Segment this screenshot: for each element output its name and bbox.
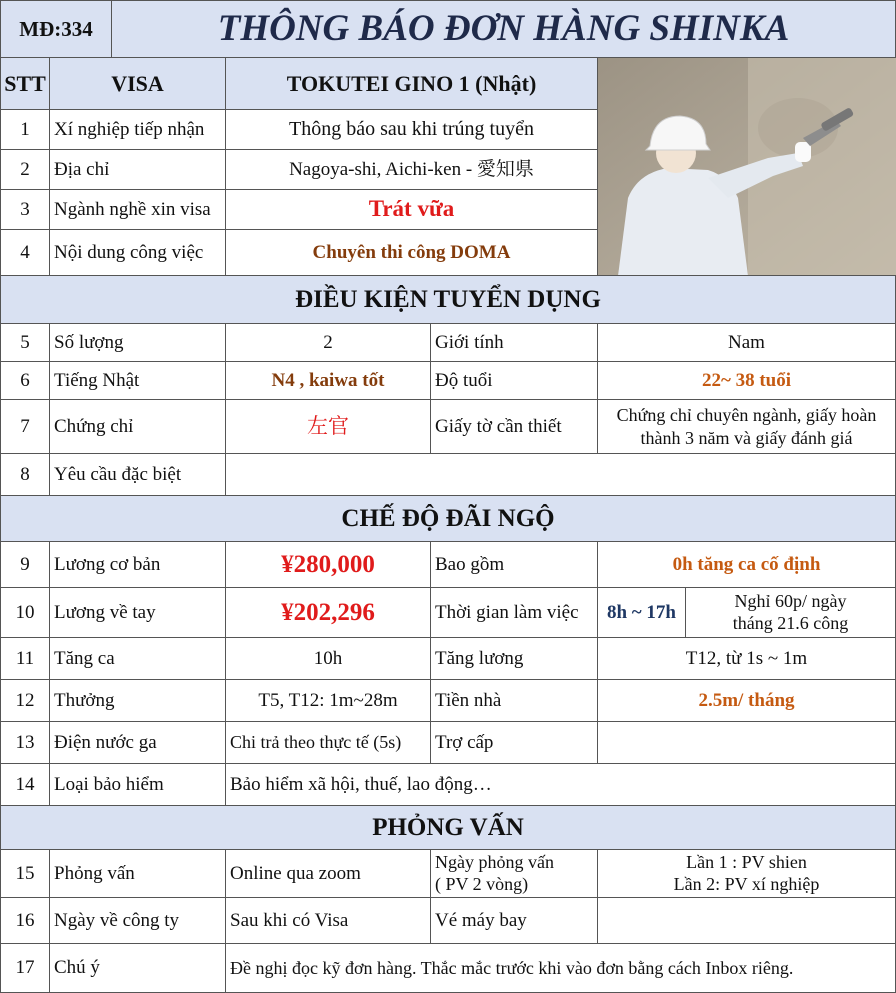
row-number: 11 — [0, 638, 50, 680]
row-label: Số lượng — [50, 324, 226, 362]
section-interview-title: PHỎNG VẤN — [0, 806, 896, 850]
row-label: Điện nước ga — [50, 722, 226, 764]
row-value-2 — [598, 850, 896, 898]
row-number: 3 — [0, 190, 50, 230]
value-line: thành 3 năm và giấy đánh giá — [640, 427, 853, 448]
row-label: Xí nghiệp tiếp nhận — [50, 110, 226, 150]
visa-header: VISA — [50, 58, 226, 110]
row-number: 16 — [0, 898, 50, 944]
row-label: Ngành nghề xin visa — [50, 190, 226, 230]
value-line: Lần 1 : PV shien — [686, 851, 807, 872]
row-number: 7 — [0, 400, 50, 454]
row-number: 6 — [0, 362, 50, 400]
row-value: 左官 — [226, 400, 431, 454]
row-label: Lương về tay — [50, 588, 226, 638]
row-label-2 — [431, 850, 598, 898]
row-number: 13 — [0, 722, 50, 764]
row-value: T5, T12: 1m~28m — [226, 680, 431, 722]
break-note — [686, 588, 896, 638]
row-value-2 — [598, 400, 896, 454]
row-label: Phỏng vấn — [50, 850, 226, 898]
value-line: tháng 21.6 công — [732, 612, 849, 633]
row-label-2: Giấy tờ cần thiết — [431, 400, 598, 454]
value-line: Lần 2: PV xí nghiệp — [673, 873, 820, 894]
row-value: Chi trả theo thực tế (5s) — [226, 722, 431, 764]
row-number: 8 — [0, 454, 50, 496]
row-value-2 — [598, 898, 896, 944]
row-number: 5 — [0, 324, 50, 362]
label-line: ( PV 2 vòng) — [435, 873, 529, 894]
row-value: Trát vữa — [226, 190, 598, 230]
row-value-2 — [598, 722, 896, 764]
row-label: Lương cơ bản — [50, 542, 226, 588]
row-value: 2 — [226, 324, 431, 362]
row-value-2: 0h tăng ca cố định — [598, 542, 896, 588]
value-line: Chứng chỉ chuyên ngành, giấy hoàn — [616, 405, 877, 425]
row-number: 1 — [0, 110, 50, 150]
row-value-2: 2.5m/ tháng — [598, 680, 896, 722]
row-label: Tăng ca — [50, 638, 226, 680]
row-number: 12 — [0, 680, 50, 722]
order-code: MĐ:334 — [0, 0, 112, 58]
row-number: 17 — [0, 944, 50, 993]
row-label: Chú ý — [50, 944, 226, 993]
row-value: ¥280,000 — [226, 542, 431, 588]
row-label-2: Tiền nhà — [431, 680, 598, 722]
row-label: Yêu cầu đặc biệt — [50, 454, 226, 496]
row-value: Nagoya-shi, Aichi-ken - 愛知県 — [226, 150, 598, 190]
row-number: 4 — [0, 230, 50, 276]
row-number: 9 — [0, 542, 50, 588]
row-label-2: Bao gồm — [431, 542, 598, 588]
row-label-2: Thời gian làm việc — [431, 588, 598, 638]
row-label: Chứng chỉ — [50, 400, 226, 454]
row-value: Chuyên thi công DOMA — [226, 230, 598, 276]
row-label-2: Độ tuổi — [431, 362, 598, 400]
row-label-2: Vé máy bay — [431, 898, 598, 944]
row-label: Ngày về công ty — [50, 898, 226, 944]
work-hours: 8h ~ 17h — [598, 588, 686, 638]
row-label: Loại bảo hiểm — [50, 764, 226, 806]
row-value: 10h — [226, 638, 431, 680]
visa-value: TOKUTEI GINO 1 (Nhật) — [226, 58, 598, 110]
row-label-2: Trợ cấp — [431, 722, 598, 764]
label-line: Ngày phỏng vấn — [435, 851, 554, 872]
section-recruitment-title: ĐIỀU KIỆN TUYỂN DỤNG — [0, 276, 896, 324]
row-value: Thông báo sau khi trúng tuyển — [226, 110, 598, 150]
row-value: Online qua zoom — [226, 850, 431, 898]
value-line: Nghỉ 60p/ ngày — [734, 590, 847, 611]
row-value: ¥202,296 — [226, 588, 431, 638]
section-benefits-title: CHẾ ĐỘ ĐÃI NGỘ — [0, 496, 896, 542]
row-value — [226, 454, 896, 496]
row-label-2: Giới tính — [431, 324, 598, 362]
row-label: Tiếng Nhật — [50, 362, 226, 400]
row-number: 15 — [0, 850, 50, 898]
row-value: N4 , kaiwa tốt — [226, 362, 431, 400]
row-number: 2 — [0, 150, 50, 190]
row-value-2: 22~ 38 tuổi — [598, 362, 896, 400]
row-number: 10 — [0, 588, 50, 638]
row-value: Đề nghị đọc kỹ đơn hàng. Thắc mắc trước khi vào đơn bằng cách Inbox riêng. — [226, 944, 896, 993]
row-number: 14 — [0, 764, 50, 806]
row-value-2: T12, từ 1s ~ 1m — [598, 638, 896, 680]
row-label: Nội dung công việc — [50, 230, 226, 276]
page-title: THÔNG BÁO ĐƠN HÀNG SHINKA — [112, 0, 896, 58]
stt-header: STT — [0, 58, 50, 110]
row-value: Bảo hiểm xã hội, thuế, lao động… — [226, 764, 896, 806]
worker-plastering-photo — [598, 58, 896, 276]
row-label: Thưởng — [50, 680, 226, 722]
row-value-2: Nam — [598, 324, 896, 362]
row-label: Địa chỉ — [50, 150, 226, 190]
row-label-2: Tăng lương — [431, 638, 598, 680]
row-value: Sau khi có Visa — [226, 898, 431, 944]
